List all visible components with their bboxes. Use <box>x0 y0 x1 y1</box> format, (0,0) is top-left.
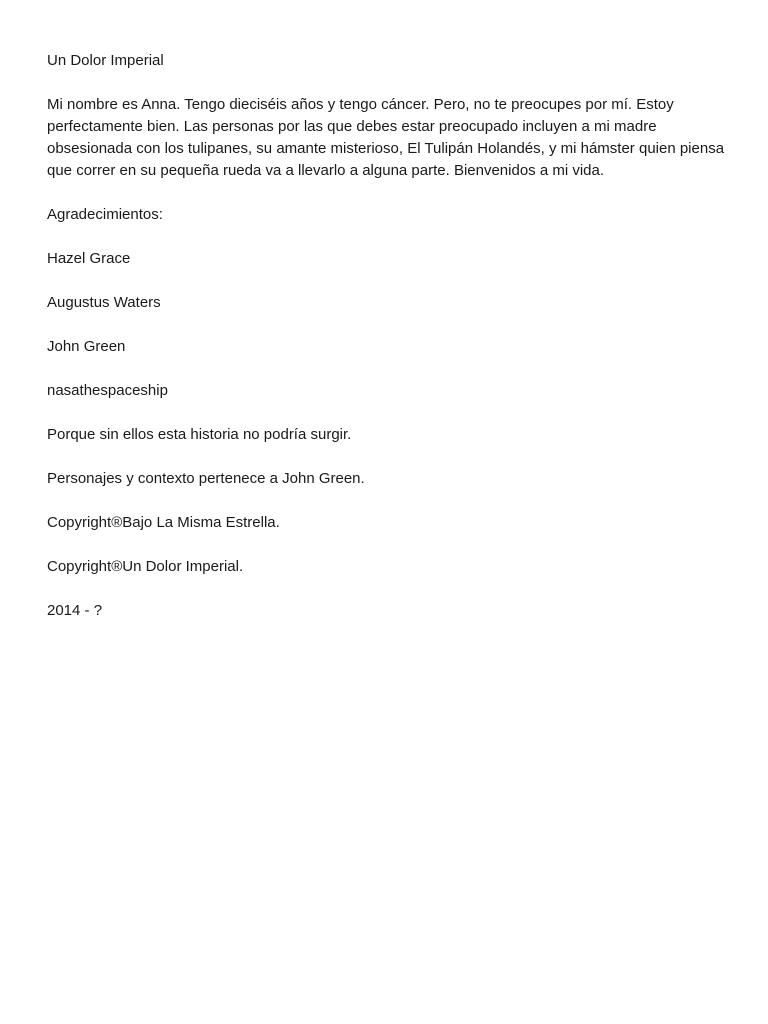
document-body <box>47 50 727 644</box>
acknowledgement-item: John Green <box>47 338 126 355</box>
characters-line: Personajes y contexto pertenece a John Green. <box>47 470 365 487</box>
acknowledgements-heading: Agradecimientos: <box>47 206 163 223</box>
acknowledgement-item: Hazel Grace <box>47 250 131 267</box>
acknowledgement-item: Augustus Waters <box>47 294 161 311</box>
copyright-line: Copyright®Un Dolor Imperial. <box>47 558 244 575</box>
acknowledgement-item: nasathespaceship <box>47 382 168 399</box>
intro-paragraph: Mi nombre es Anna. Tengo dieciséis años y tengo cáncer. Pero, no te preocupes por mí. Estoy perfectamente bien. Las personas por las que debes estar preocupado incluyen a mi madre obsesionada con los tulipanes, su amante misterioso, El Tulipán Holandés, y mi hámster quien piensa que correr en su pequeña rueda va a llevarlo a alguna parte. Bienvenidos a mi vida. <box>47 96 725 179</box>
because-line: Porque sin ellos esta historia no podría surgir. <box>47 426 352 443</box>
years-line: 2014 - ? <box>47 602 103 619</box>
document-title: Un Dolor Imperial <box>47 52 164 69</box>
copyright-line: Copyright®Bajo La Misma Estrella. <box>47 514 280 531</box>
